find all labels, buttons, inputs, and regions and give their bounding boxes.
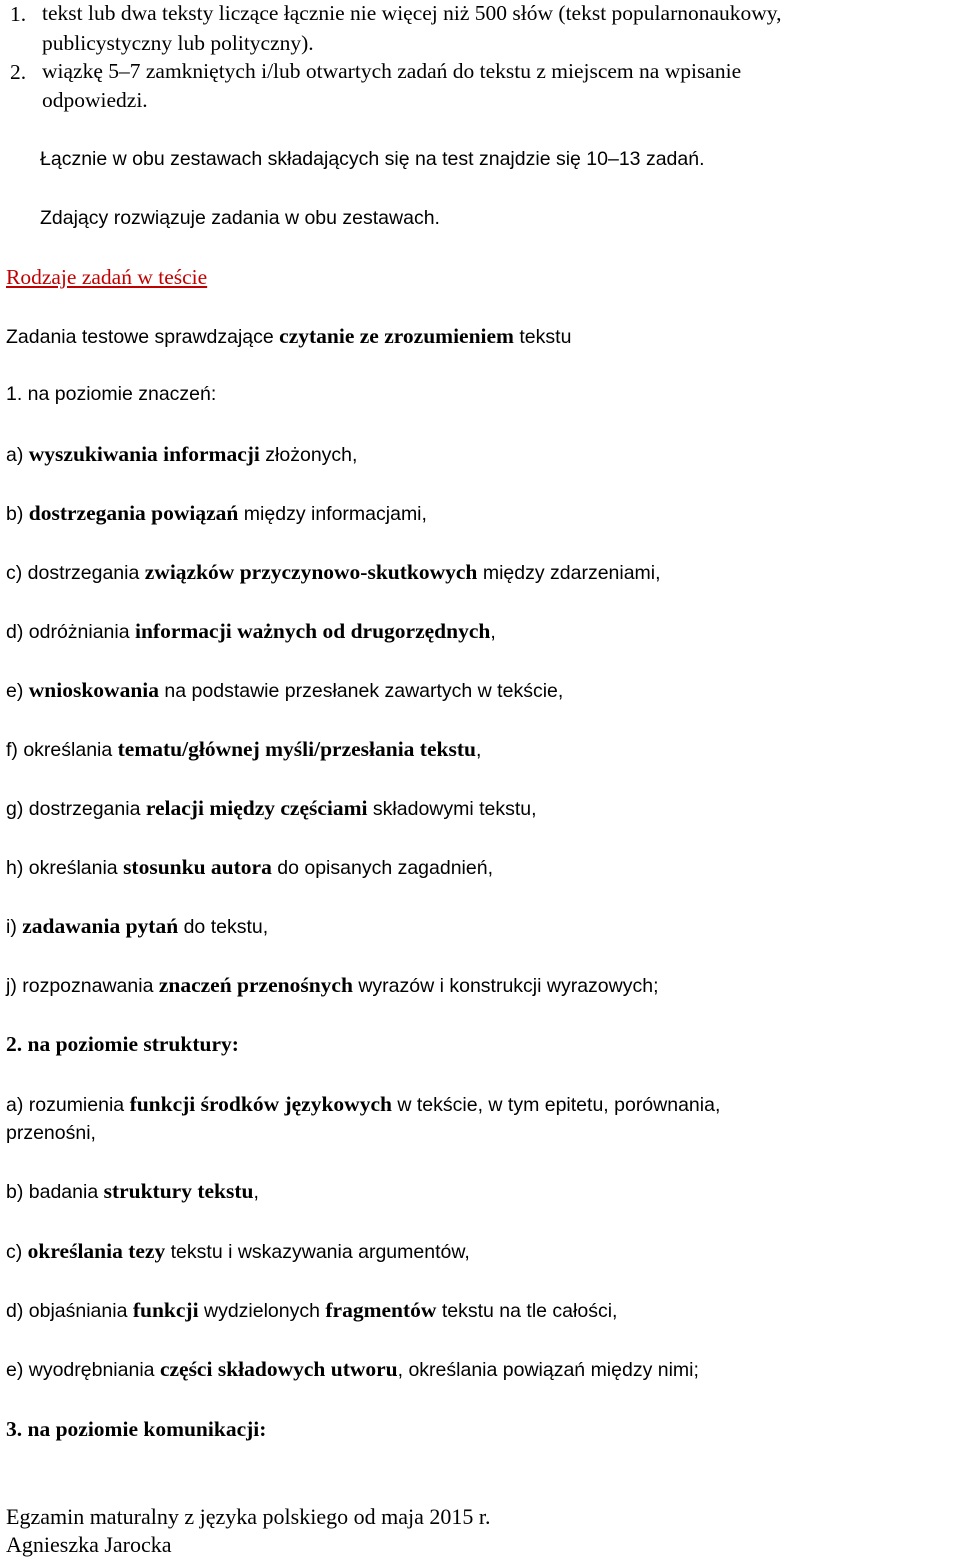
intro-item-2-line-1: wiązkę 5–7 zamkniętych i/lub otwartych zadań do tekstu z miejscem na wpisanie [42, 59, 742, 83]
summary-tasks-count: Łącznie w obu zestawach składających się na test znajdzie się 10–13 zadań. [40, 148, 705, 170]
list-number-2: 2. [10, 60, 27, 84]
level2-item-b: b) badania struktury tekstu, [6, 1179, 259, 1203]
level2-item-a: a) rozumienia funkcji środków językowych w tekście, w tym epitetu, porównania, [6, 1092, 721, 1116]
level1-item-g: g) dostrzegania relacji między częściami składowymi tekstu, [6, 796, 537, 820]
level1-item-i: i) zadawania pytań do tekstu, [6, 914, 269, 938]
level1-item-b: b) dostrzegania powiązań między informacjami, [6, 501, 427, 525]
level2-item-c: c) określania tezy tekstu i wskazywania argumentów, [6, 1239, 470, 1263]
summary-both-sets: Zdający rozwiązuje zadania w obu zestawach. [40, 207, 440, 229]
footer-author: Agnieszka Jarocka [6, 1532, 172, 1557]
intro-item-1-line-2: publicystyczny lub polityczny). [42, 31, 314, 55]
level1-item-c: c) dostrzegania związków przyczynowo-skutkowych między zdarzeniami, [6, 560, 661, 584]
level1-item-j: j) rozpoznawania znaczeń przenośnych wyrazów i konstrukcji wyrazowych; [6, 973, 659, 997]
intro-item-1-line-1: tekst lub dwa teksty liczące łącznie nie więcej niż 500 słów (tekst popularnonaukowy, [42, 1, 782, 25]
level1-item-a: a) wyszukiwania informacji złożonych, [6, 442, 358, 466]
level2-title: 2. na poziomie struktury: [6, 1032, 239, 1056]
level2-item-e: e) wyodrębniania części składowych utworu, określania powiązań między nimi; [6, 1357, 699, 1381]
level1-item-d: d) odróżniania informacji ważnych od drugorzędnych, [6, 619, 496, 643]
level1-item-f: f) określania tematu/głównej myśli/przesłania tekstu, [6, 737, 482, 761]
level2-item-d: d) objaśniania funkcji wydzielonych fragmentów tekstu na tle całości, [6, 1298, 618, 1322]
level1-item-h: h) określania stosunku autora do opisanych zagadnień, [6, 855, 493, 879]
footer-exam-title: Egzamin maturalny z języka polskiego od maja 2015 r. [6, 1504, 491, 1529]
level1-title: 1. na poziomie znaczeń: [6, 383, 217, 405]
level1-item-e: e) wnioskowania na podstawie przesłanek zawartych w tekście, [6, 678, 564, 702]
list-number-1: 1. [10, 2, 27, 26]
section-heading: Rodzaje zadań w teście [6, 265, 208, 289]
subheading: Zadania testowe sprawdzające czytanie ze zrozumieniem tekstu [6, 324, 572, 348]
level3-title: 3. na poziomie komunikacji: [6, 1417, 267, 1441]
intro-item-2-line-2: odpowiedzi. [42, 88, 148, 112]
level2-item-a-cont: przenośni, [6, 1122, 96, 1144]
